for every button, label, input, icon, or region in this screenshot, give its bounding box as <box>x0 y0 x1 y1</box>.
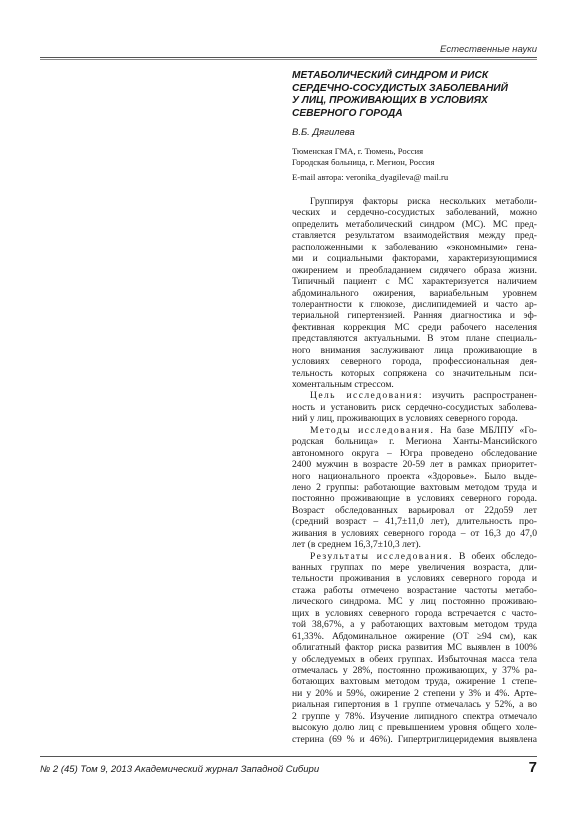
paragraph-line: облигатный фактор риска развития МС выявлен в 100% <box>292 642 537 654</box>
article-body <box>292 196 537 745</box>
header-rule <box>40 57 537 58</box>
footer-rule <box>40 756 537 757</box>
paragraph-line: лического синдрома. МС у лиц постоянно проживаю- <box>292 596 537 608</box>
paragraph-line: толерантности к глюкозе, дислипидемией и часто ар- <box>292 298 537 310</box>
paragraph-line: териальной гипертензией. Ранняя диагностика и эф- <box>292 310 537 322</box>
affiliation-line: Городская больница, г. Мегион, Россия <box>292 157 435 167</box>
paragraph-line: родская больница» г. Мегиона Ханты-Мансийского <box>292 436 537 448</box>
paragraph-line: определить метаболический синдром (МС). МС пред- <box>292 218 537 230</box>
title-line: СЕРДЕЧНО-СОСУДИСТЫХ ЗАБОЛЕВАНИЙ <box>292 82 508 94</box>
section-label: Результаты исследования. <box>310 550 453 562</box>
paragraph-line: 2400 мужчин в возрасте 20-59 лет в рамках приоритет- <box>292 459 537 471</box>
paragraph-line: высокую долю лиц с превышением уровня общего холе- <box>292 722 537 734</box>
paragraph-line: живания в условиях северного города – от 16,3 до 47,0 <box>292 527 537 539</box>
paragraph-line: той 38,67%, а у работающих вахтовым методом труда <box>292 619 537 631</box>
paragraph-line: фективная коррекция МС среди рабочего населения <box>292 321 537 333</box>
paragraph-line: ботающих вахтовым методом труда, ожирение 1 степе- <box>292 676 537 688</box>
paragraph-line: Возраст обследованных варьировал от 22до59 лет <box>292 504 537 516</box>
footer-citation: № 2 (45) Том 9, 2013 Академический журнал Западной Сибири <box>40 764 320 775</box>
paragraph-line: ность и установить риск сердечно-сосудистых заболева- <box>292 401 537 413</box>
paragraph-line: лено 2 группы: работающие вахтовым методом труда и <box>292 481 537 493</box>
paragraph-line: Типичный пациент с МС характеризуется наличием <box>292 276 537 288</box>
section-label: Методы исследования. <box>310 424 435 436</box>
paragraph-line: ми и социальными факторами, характеризующимися <box>292 253 537 265</box>
author-name: В.Б. Дягилева <box>292 127 355 138</box>
paragraph-line: автономного округа – Югра проведено обследование <box>292 447 537 459</box>
paragraph-line: ванных группах по мере увеличения возраста, дли- <box>292 562 537 573</box>
paragraph <box>292 551 537 745</box>
title-line: У ЛИЦ, ПРОЖИВАЮЩИХ В УСЛОВИЯХ <box>292 95 488 106</box>
paragraph-line: у обследуемых в обеих группах. Избыточная масса тела <box>292 653 537 665</box>
paragraph-line: отмечалась у 28%, постоянно проживающих, у 37% ра- <box>292 664 537 676</box>
paragraph-line: ни у 20% и 59%, ожирение 2 степени у 3% и 4%. Арте- <box>292 687 537 699</box>
header-rule-secondary <box>40 59 537 60</box>
paragraph-text: изучить распространен- <box>422 390 537 402</box>
paragraph-line: ного национального проекта «Здоровье». Было выде- <box>292 470 537 482</box>
paragraph-text: В обеих обследо- <box>452 550 537 562</box>
header-section-label: Естественные науки <box>440 44 537 55</box>
paragraph-line: ставляется результатом взаимодействия между пред- <box>292 230 537 242</box>
paragraph-line: риальная гипертония в 1 группе отмечалась у 52%, а во <box>292 699 537 711</box>
paragraph-line <box>292 390 537 401</box>
section-label: Цель исследования: <box>310 390 423 402</box>
paragraph-line <box>292 551 537 562</box>
author-email: E-mail автора: veronika_dyagileva@ mail.ru <box>292 172 449 182</box>
paragraph-line <box>292 425 537 436</box>
paragraph-line: абдоминального ожирения, вариабельным уровнем <box>292 287 537 299</box>
paragraph-line: стерина (69 % и 46%). Гипертриглицеридемия выявлена <box>292 733 537 745</box>
paragraph-text: На базе МБЛПУ «Го- <box>434 424 537 436</box>
article-title <box>292 70 537 120</box>
page-number: 7 <box>528 759 537 776</box>
paragraph-line: 2 группе у 78%. Изучение липидного спектра отмечало <box>292 710 537 722</box>
affiliations <box>292 146 434 168</box>
paragraph <box>292 196 537 390</box>
paragraph-line: щих в условиях северного города встречается с часто- <box>292 607 537 619</box>
paragraph-line: расположенными к заболеванию «экономными» гена- <box>292 241 537 253</box>
paragraph-line: тельности проживания в условиях северного города и <box>292 573 537 585</box>
paragraph-line: ожирением и преобладанием сидячего образа жизни. <box>292 264 537 276</box>
paragraph-line: хоментальным стрессом. <box>292 379 394 390</box>
title-line: СЕВЕРНОГО ГОРОДА <box>292 107 403 119</box>
paragraph-line: (средний возраст – 41,7±11,0 лет), длительность про- <box>292 516 537 528</box>
paragraph-line: ного внимания заслуживают лица проживающие в <box>292 344 537 356</box>
paragraph-line: представляются актуальными. В этом плане специаль- <box>292 333 537 345</box>
paragraph-line: ний у лиц, проживающих в условиях северного города. <box>292 413 518 425</box>
affiliation-line: Тюменская ГМА, г. Тюмень, Россия <box>292 146 424 156</box>
paragraph-line: лет (в среднем 16,3,7±10,3 лет). <box>292 539 421 551</box>
paragraph <box>292 425 537 551</box>
paragraph-line: постоянно проживающие в условиях северного города. <box>292 493 537 505</box>
paragraph-line: ческих и сердечно-сосудистых заболеваний, можно <box>292 207 537 219</box>
paragraph-line: Группируя факторы риска нескольких метаболи- <box>310 196 537 207</box>
paragraph-line: стажа работы отмечено возрастание частоты метабо- <box>292 584 537 596</box>
paragraph-line: тельность которых сопряжена со значительным пси- <box>292 367 537 379</box>
title-line: МЕТАБОЛИЧЕСКИЙ СИНДРОМ И РИСК <box>292 70 489 81</box>
paragraph <box>292 390 537 424</box>
paragraph-line: условиях северного города, профессиональная дея- <box>292 356 537 368</box>
paragraph-line: 61,33%. Абдоминальное ожирение (ОТ ≥94 см), как <box>292 630 537 642</box>
